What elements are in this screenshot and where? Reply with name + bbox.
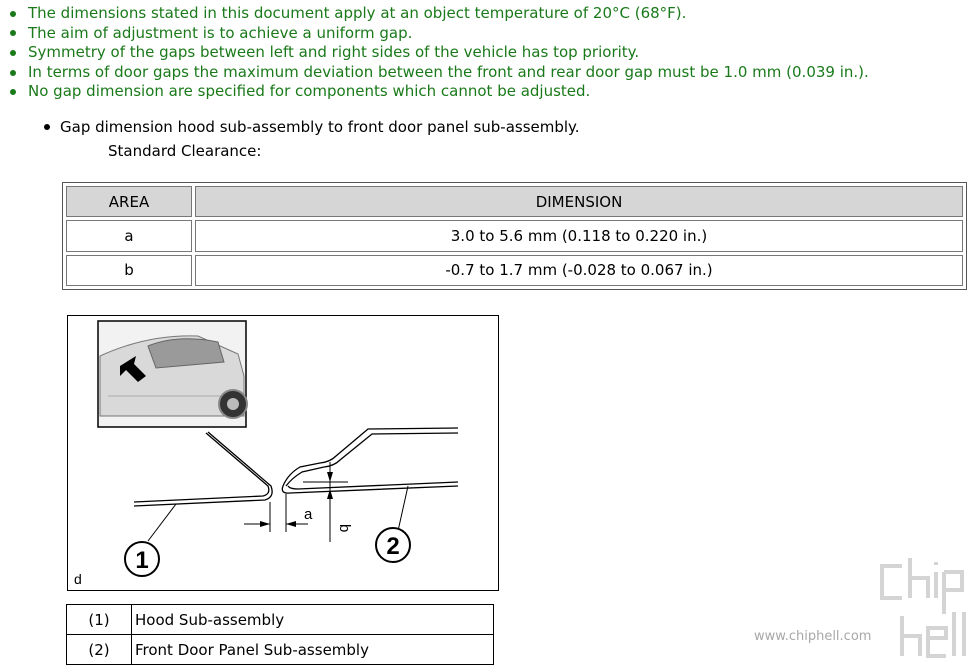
dimension-b-label: b xyxy=(336,524,353,533)
dimension-table xyxy=(62,182,967,290)
cell-area: a xyxy=(66,220,192,251)
dimension-a-label: a xyxy=(304,506,313,523)
cell-dimension: 3.0 to 5.6 mm (0.118 to 0.220 in.) xyxy=(195,220,963,251)
table-row xyxy=(67,605,494,635)
note-item xyxy=(8,43,968,63)
note-text: The aim of adjustment is to achieve a uniform gap. xyxy=(28,23,413,42)
note-text: In terms of door gaps the maximum deviation between the front and rear door gap must be 1.0 mm (0.039 in.). xyxy=(28,62,869,81)
bullet-icon xyxy=(10,11,16,17)
callout-2-label: 2 xyxy=(386,533,400,560)
note-item xyxy=(8,4,968,24)
legend-table xyxy=(66,604,494,665)
legend-name: Hood Sub-assembly xyxy=(132,605,494,635)
legend-number: (1) xyxy=(67,605,132,635)
bullet-icon xyxy=(10,30,16,36)
watermark-url: www.chiphell.com xyxy=(754,629,872,644)
section-title: Gap dimension hood sub-assembly to front door panel sub-assembly. xyxy=(60,118,580,136)
watermark xyxy=(752,552,974,668)
gap-diagram xyxy=(67,315,499,591)
figure-corner-label: d xyxy=(74,571,82,587)
notes-list xyxy=(8,4,968,102)
section-heading xyxy=(44,118,580,136)
table-row xyxy=(67,635,494,665)
bullet-icon xyxy=(10,50,16,56)
note-item xyxy=(8,63,968,83)
legend-name: Front Door Panel Sub-assembly xyxy=(132,635,494,665)
column-header-dimension: DIMENSION xyxy=(195,186,963,217)
note-text: The dimensions stated in this document apply at an object temperature of 20°C (68°F). xyxy=(28,4,687,22)
cell-dimension: -0.7 to 1.7 mm (-0.028 to 0.067 in.) xyxy=(195,255,963,286)
cell-area: b xyxy=(66,255,192,286)
column-header-area: AREA xyxy=(66,186,192,217)
note-item xyxy=(8,24,968,44)
legend-number: (2) xyxy=(67,635,132,665)
table-row xyxy=(66,255,963,286)
gap-diagram-svg xyxy=(68,316,498,590)
table-header-row xyxy=(66,186,963,217)
watermark-logo xyxy=(752,552,974,668)
bullet-icon xyxy=(10,70,16,76)
bullet-icon xyxy=(44,124,50,130)
table-row xyxy=(66,220,963,251)
note-item xyxy=(8,82,968,102)
note-text: No gap dimension are specified for components which cannot be adjusted. xyxy=(28,82,591,101)
car-inset xyxy=(98,321,247,427)
callout-1-label: 1 xyxy=(135,547,149,574)
section-subtitle: Standard Clearance: xyxy=(108,142,262,160)
note-text: Symmetry of the gaps between left and right sides of the vehicle has top priority. xyxy=(28,43,640,62)
bullet-icon xyxy=(10,89,16,95)
